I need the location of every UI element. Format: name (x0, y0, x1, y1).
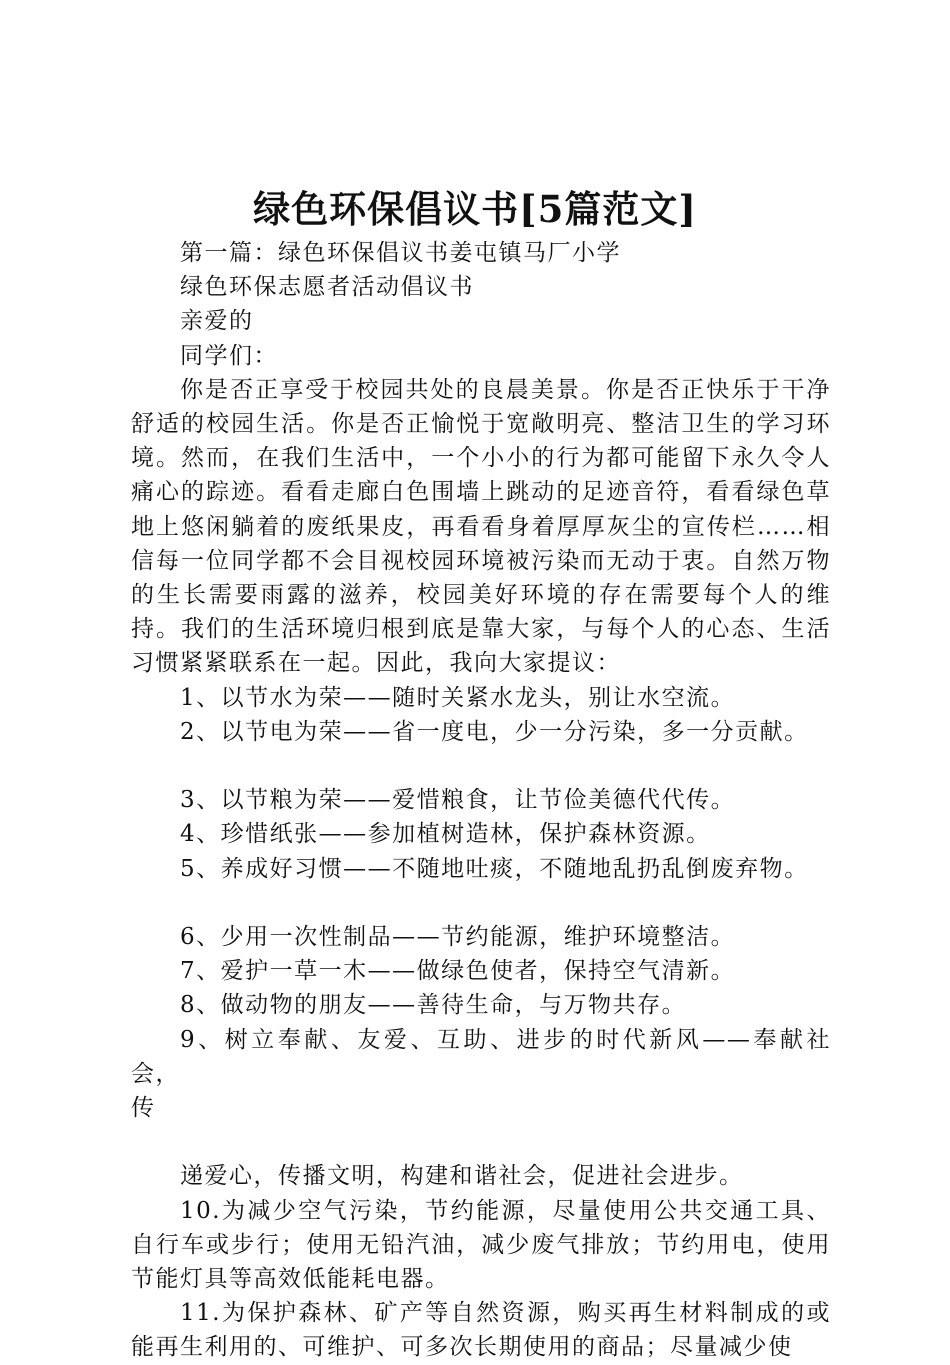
paragraph-first-heading: 第一篇：绿色环保倡议书姜屯镇马厂小学 (180, 240, 621, 266)
document-body (131, 236, 831, 1365)
blank-line (131, 749, 831, 783)
list-item-10: 10.为减少空气污染，节约能源，尽量使用公共交通工具、自行车或步行；使用无铅汽油，减少废气排放；节约用电，使用节能灯具等高效低能耗电器。 (131, 1197, 831, 1293)
list-item-9-continuation: 递爱心，传播文明，构建和谐社会，促进社会进步。 (180, 1163, 744, 1190)
blank-line (131, 886, 831, 920)
list-item-1: 1、以节水为荣——随时关紧水龙头，别让水空流。 (180, 684, 736, 711)
paragraph-intro: 你是否正享受于校园共处的良晨美景。你是否正快乐于干净舒适的校园生活。你是否正愉悦于宽敞明亮、整洁卫生的学习环境。然而，在我们生活中，一个小小的行为都可能留下永久令人痛心的踪迹。看看走廊白色围墙上跳动的足迹音符，看看绿色草地上悠闲躺着的废纸果皮，再看看身着厚厚灰尘的宣传栏……相信每一位同学都不会目视校园环境被污染而无动于衷。自然万物的生长需要雨露的滋养，校园美好环境的存在需要每个人的维持。我们的生活环境归根到底是靠大家，与每个人的心态、生活习惯紧紧联系在一起。因此，我向大家提议： (131, 376, 831, 677)
paragraph-salutation-1: 亲爱的 (180, 308, 254, 335)
paragraph-salutation-2: 同学们： (180, 342, 278, 369)
paragraph-subheading: 绿色环保志愿者活动倡议书 (180, 274, 474, 301)
list-item-7: 7、爱护一草一木——做绿色使者，保持空气清新。 (180, 958, 736, 985)
list-item-5: 5、养成好习惯——不随地吐痰，不随地乱扔乱倒废弃物。 (180, 855, 809, 882)
list-item-9-break: 传 (131, 1095, 156, 1122)
list-item-3: 3、以节粮为荣——爱惜粮食，让节俭美德代代传。 (180, 787, 736, 814)
blank-line (131, 1125, 831, 1159)
list-item-11: 11.为保护森林、矿产等自然资源，购买再生材料制成的或能再生利用的、可维护、可多次长期使用的商品；尽量减少使 (131, 1300, 831, 1361)
document-title: 绿色环保倡议书[5篇范文] (253, 187, 697, 231)
list-item-8: 8、做动物的朋友——善待生命，与万物共存。 (180, 992, 687, 1019)
list-item-2: 2、以节电为荣——省一度电，少一分污染，多一分贡献。 (180, 718, 809, 745)
list-item-9: 9、树立奉献、友爱、互助、进步的时代新风——奉献社会， (131, 1026, 831, 1087)
list-item-6: 6、少用一次性制品——节约能源，维护环境整洁。 (180, 924, 736, 951)
list-item-4: 4、珍惜纸张——参加植树造林，保护森林资源。 (180, 821, 711, 848)
